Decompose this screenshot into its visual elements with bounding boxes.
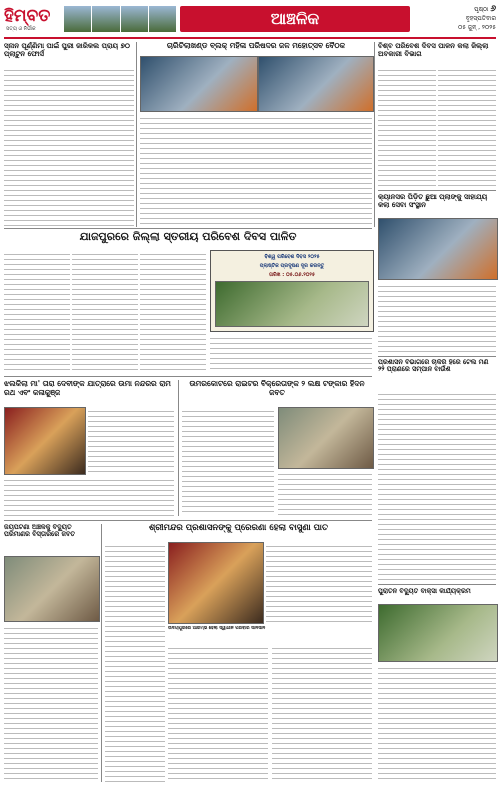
banner-title: ବିଶ୍ୱ ପରିବେଶ ଦିବସ ୨୦୨୫ (264, 254, 320, 260)
article-divider (378, 356, 496, 357)
photo-caption: ଉଦୟପୁରରେ ଆରମ୍ଭ ହେଲା ସ୍ୱାଧୀନ ପରିବାର ସାନସାନ (168, 626, 266, 631)
article-body (378, 664, 496, 782)
date-box (412, 5, 496, 33)
column-divider (374, 42, 375, 227)
issue-date: ୦୫ ଜୁନ୍ , ୨୦୨୫ (457, 24, 496, 31)
article-body (438, 66, 496, 186)
article-divider (4, 228, 372, 229)
article-photo (378, 218, 498, 280)
article-photo (278, 407, 374, 469)
strip-photo (64, 6, 91, 32)
article-photo (378, 604, 498, 662)
article-body (378, 66, 436, 186)
article-headline: ଝଲକିଲା ମା' ତାରା ଦେବୀଙ୍କ ଯାତ୍ରାରେ ଉମା ନନ୍ଦରର ରାମ ରଥ ଏବଂ କଳାକୁଞ୍ଜ (4, 380, 171, 397)
article-divider (378, 584, 496, 585)
article-headline: କ୍ୟାନସର ପିଡ଼ିତ ଛୁଆ ପ୍ଲାଙ୍କୁ ସାହାଯ୍ୟ କଲା ସେବା ସଂସ୍ଥାନ (378, 193, 488, 210)
article-divider (4, 376, 372, 377)
masthead-rule (4, 37, 496, 39)
article-body (72, 250, 138, 372)
strip-photo (149, 6, 176, 32)
article-body (378, 282, 496, 352)
event-banner-photo (210, 250, 374, 332)
article-body (378, 390, 496, 580)
article-body (4, 250, 70, 372)
article-body (168, 644, 268, 782)
newspaper-logo (4, 4, 62, 34)
article-body (182, 407, 274, 516)
article-body (140, 114, 372, 226)
banner-subtitle: ପ୍ଲାଷ୍ଟିକ ପ୍ରଦୂଷଣ ଦୂର କରନ୍ତୁ (259, 263, 325, 269)
article-body (105, 542, 165, 782)
article-photo (4, 407, 86, 475)
article-divider (4, 520, 372, 521)
section-title: ଆଞ୍ଚଳିକ (180, 6, 410, 32)
event-photo (215, 281, 369, 327)
article-headline: ପ୍ରଶାସନ ବିଭାଗରେ ଚାକିରି ହିଁରେ ଟେଲ ମଣି ୨୨ ପ୍ରାଣରେ ସମ୍ପାନ ବାଉଁଶ (378, 359, 489, 374)
article-photo (4, 556, 100, 622)
article-body (4, 476, 174, 516)
article-body (4, 624, 98, 782)
column-divider (136, 42, 137, 227)
masthead (4, 4, 496, 36)
article-body (272, 644, 372, 782)
logo-subtitle: ସତ୍ୟ ଓ ନିର୍ଭୀକ (6, 26, 36, 32)
article-headline: ଚାରିଚିଲାଖଣ୍ଡ ବ୍ଲକ୍ ମହିଳା ପରିଷଦର ଜଳ ମହୋତ୍ସବ ବୈଠକ (166, 42, 346, 50)
article-photo (258, 56, 374, 112)
article-divider (378, 190, 496, 191)
day-label: ବୃହସ୍ପତିବାର (465, 15, 496, 22)
column-divider (101, 524, 102, 782)
article-headline: ଶ୍ରୀମନ୍ଦିର ପ୍ରଶାସନଙ୍କୁ ପ୍ରେରଣା ହେଲା ବାସୁଣା ପାତ (148, 524, 329, 533)
article-photo (140, 56, 258, 112)
article-body (266, 542, 372, 622)
article-body (210, 334, 372, 372)
page-label: ପୃଷ୍ଠା (474, 6, 489, 13)
logo-text: ହିମ୍ବତ (4, 6, 51, 26)
article-body (4, 66, 134, 226)
article-headline: ଜୟପଟଣା ଅଞ୍ଚଳକୁ ବିଦ୍ୟୁତ ପରିମାଣର ବିସ୍ତାରରେ ଜବତ (4, 524, 76, 539)
masthead-photo-strip (64, 6, 176, 32)
article-headline: ପୁରାତନ ବିଦ୍ୟୁତ ବାକ୍ସା କାର୍ଯ୍ୟକ୍ରମ (378, 588, 471, 595)
article-body (88, 407, 174, 473)
article-headline: ଉମରକୋଟରେ ରାଇଟର ବିକ୍ରେତାଙ୍କ ୨ ଲକ୍ଷ ଟଙ୍କାର ହିଦନ ଜବତ (189, 380, 365, 397)
article-photo (168, 542, 264, 624)
strip-photo (92, 6, 119, 32)
article-body (140, 250, 206, 372)
article-headline: ବିଶ୍ବ ପରିବେଶ ଦିବସ ପାଳନ କଲା ଜିଲ୍ଲା ଅବକାରୀ ବିଭାଗ (378, 42, 489, 59)
article-headline: ସ୍ନାନ ପୂର୍ଣ୍ଣିମା ପାଇଁ ପୁରୀ ଜାରିକଲ ପ୍ରାୟ ୭୦ ପ୍ଲାଟୁନ ଫୋର୍ସ (4, 42, 130, 59)
article-body (278, 470, 372, 516)
strip-photo (121, 6, 148, 32)
main-headline: ଯାଜପୁରରେ ଜିଲ୍ଲା ସ୍ତରୀୟ ପରିବେଶ ଦିବସ ପାଳିତ (79, 231, 297, 243)
column-divider (178, 380, 179, 516)
banner-date: ତାରିଖ : ୦୫.୦୬.୨୦୨୫ (268, 272, 315, 278)
page-number: ୬ (490, 4, 496, 14)
